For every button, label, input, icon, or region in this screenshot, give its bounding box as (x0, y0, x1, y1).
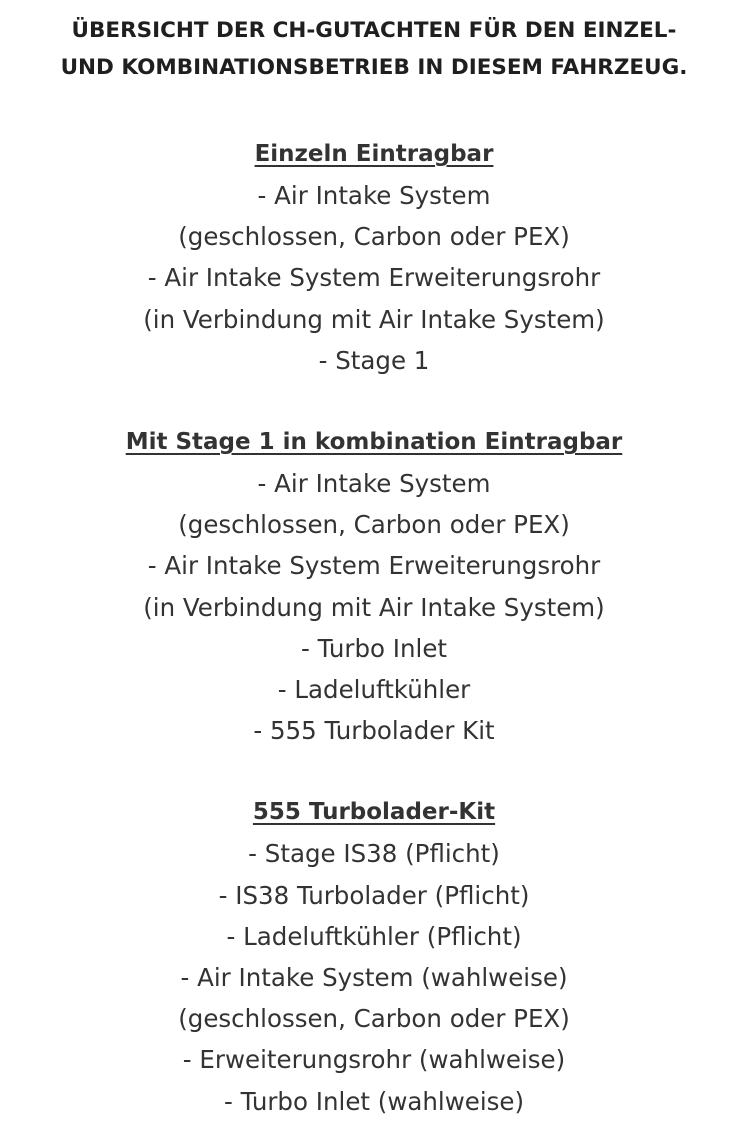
list-item: - Air Intake System (257, 181, 491, 210)
list-item: - Turbo Inlet (wahlweise) (223, 1086, 525, 1116)
list-item: (in Verbindung mit Air Intake System) (143, 304, 605, 334)
page-title (0, 0, 748, 86)
list-item: - Ladeluftkühler (Pflicht) (226, 921, 522, 951)
section-stage1-kombination (0, 422, 748, 751)
list-item: (geschlossen, Carbon oder PEX) (178, 510, 570, 540)
page-title-line-1: ÜBERSICHT DER CH-GUTACHTEN FÜR DEN EINZEL- (71, 18, 677, 43)
section-heading: Mit Stage 1 in kombination Eintragbar (125, 429, 623, 456)
list-item: (in Verbindung mit Air Intake System) (143, 592, 605, 622)
list-item: - Air Intake System (257, 469, 491, 499)
list-item: - Stage 1 (318, 345, 430, 375)
list-item: - Turbo Inlet (300, 633, 448, 663)
section-555-turbolader-kit (0, 792, 748, 1121)
section-einzeln-eintragbar (0, 134, 748, 381)
item-list (0, 463, 748, 751)
list-item: - Air Intake System (wahlweise) (180, 963, 568, 993)
item-list (0, 833, 748, 1121)
list-item: - Stage IS38 (Pflicht) (248, 839, 500, 869)
list-item: (geschlossen, Carbon oder PEX) (178, 222, 570, 252)
section-heading: 555 Turbolader-Kit (252, 799, 496, 826)
item-list (0, 175, 748, 381)
list-item: - Air Intake System Erweiterungsrohr (147, 551, 601, 581)
list-item: (geschlossen, Carbon oder PEX) (178, 1004, 570, 1034)
page-title-line-2: UND KOMBINATIONSBETRIEB IN DIESEM FAHRZEUG. (60, 55, 688, 80)
list-item: - Air Intake System Erweiterungsrohr (147, 263, 601, 293)
list-item: - Erweiterungsrohr (wahlweise) (182, 1045, 566, 1075)
section-heading: Einzeln Eintragbar (254, 141, 494, 167)
list-item: - IS38 Turbolader (Pflicht) (218, 880, 530, 910)
list-item: - Ladeluftkühler (277, 675, 471, 705)
list-item: - 555 Turbolader Kit (253, 716, 495, 746)
